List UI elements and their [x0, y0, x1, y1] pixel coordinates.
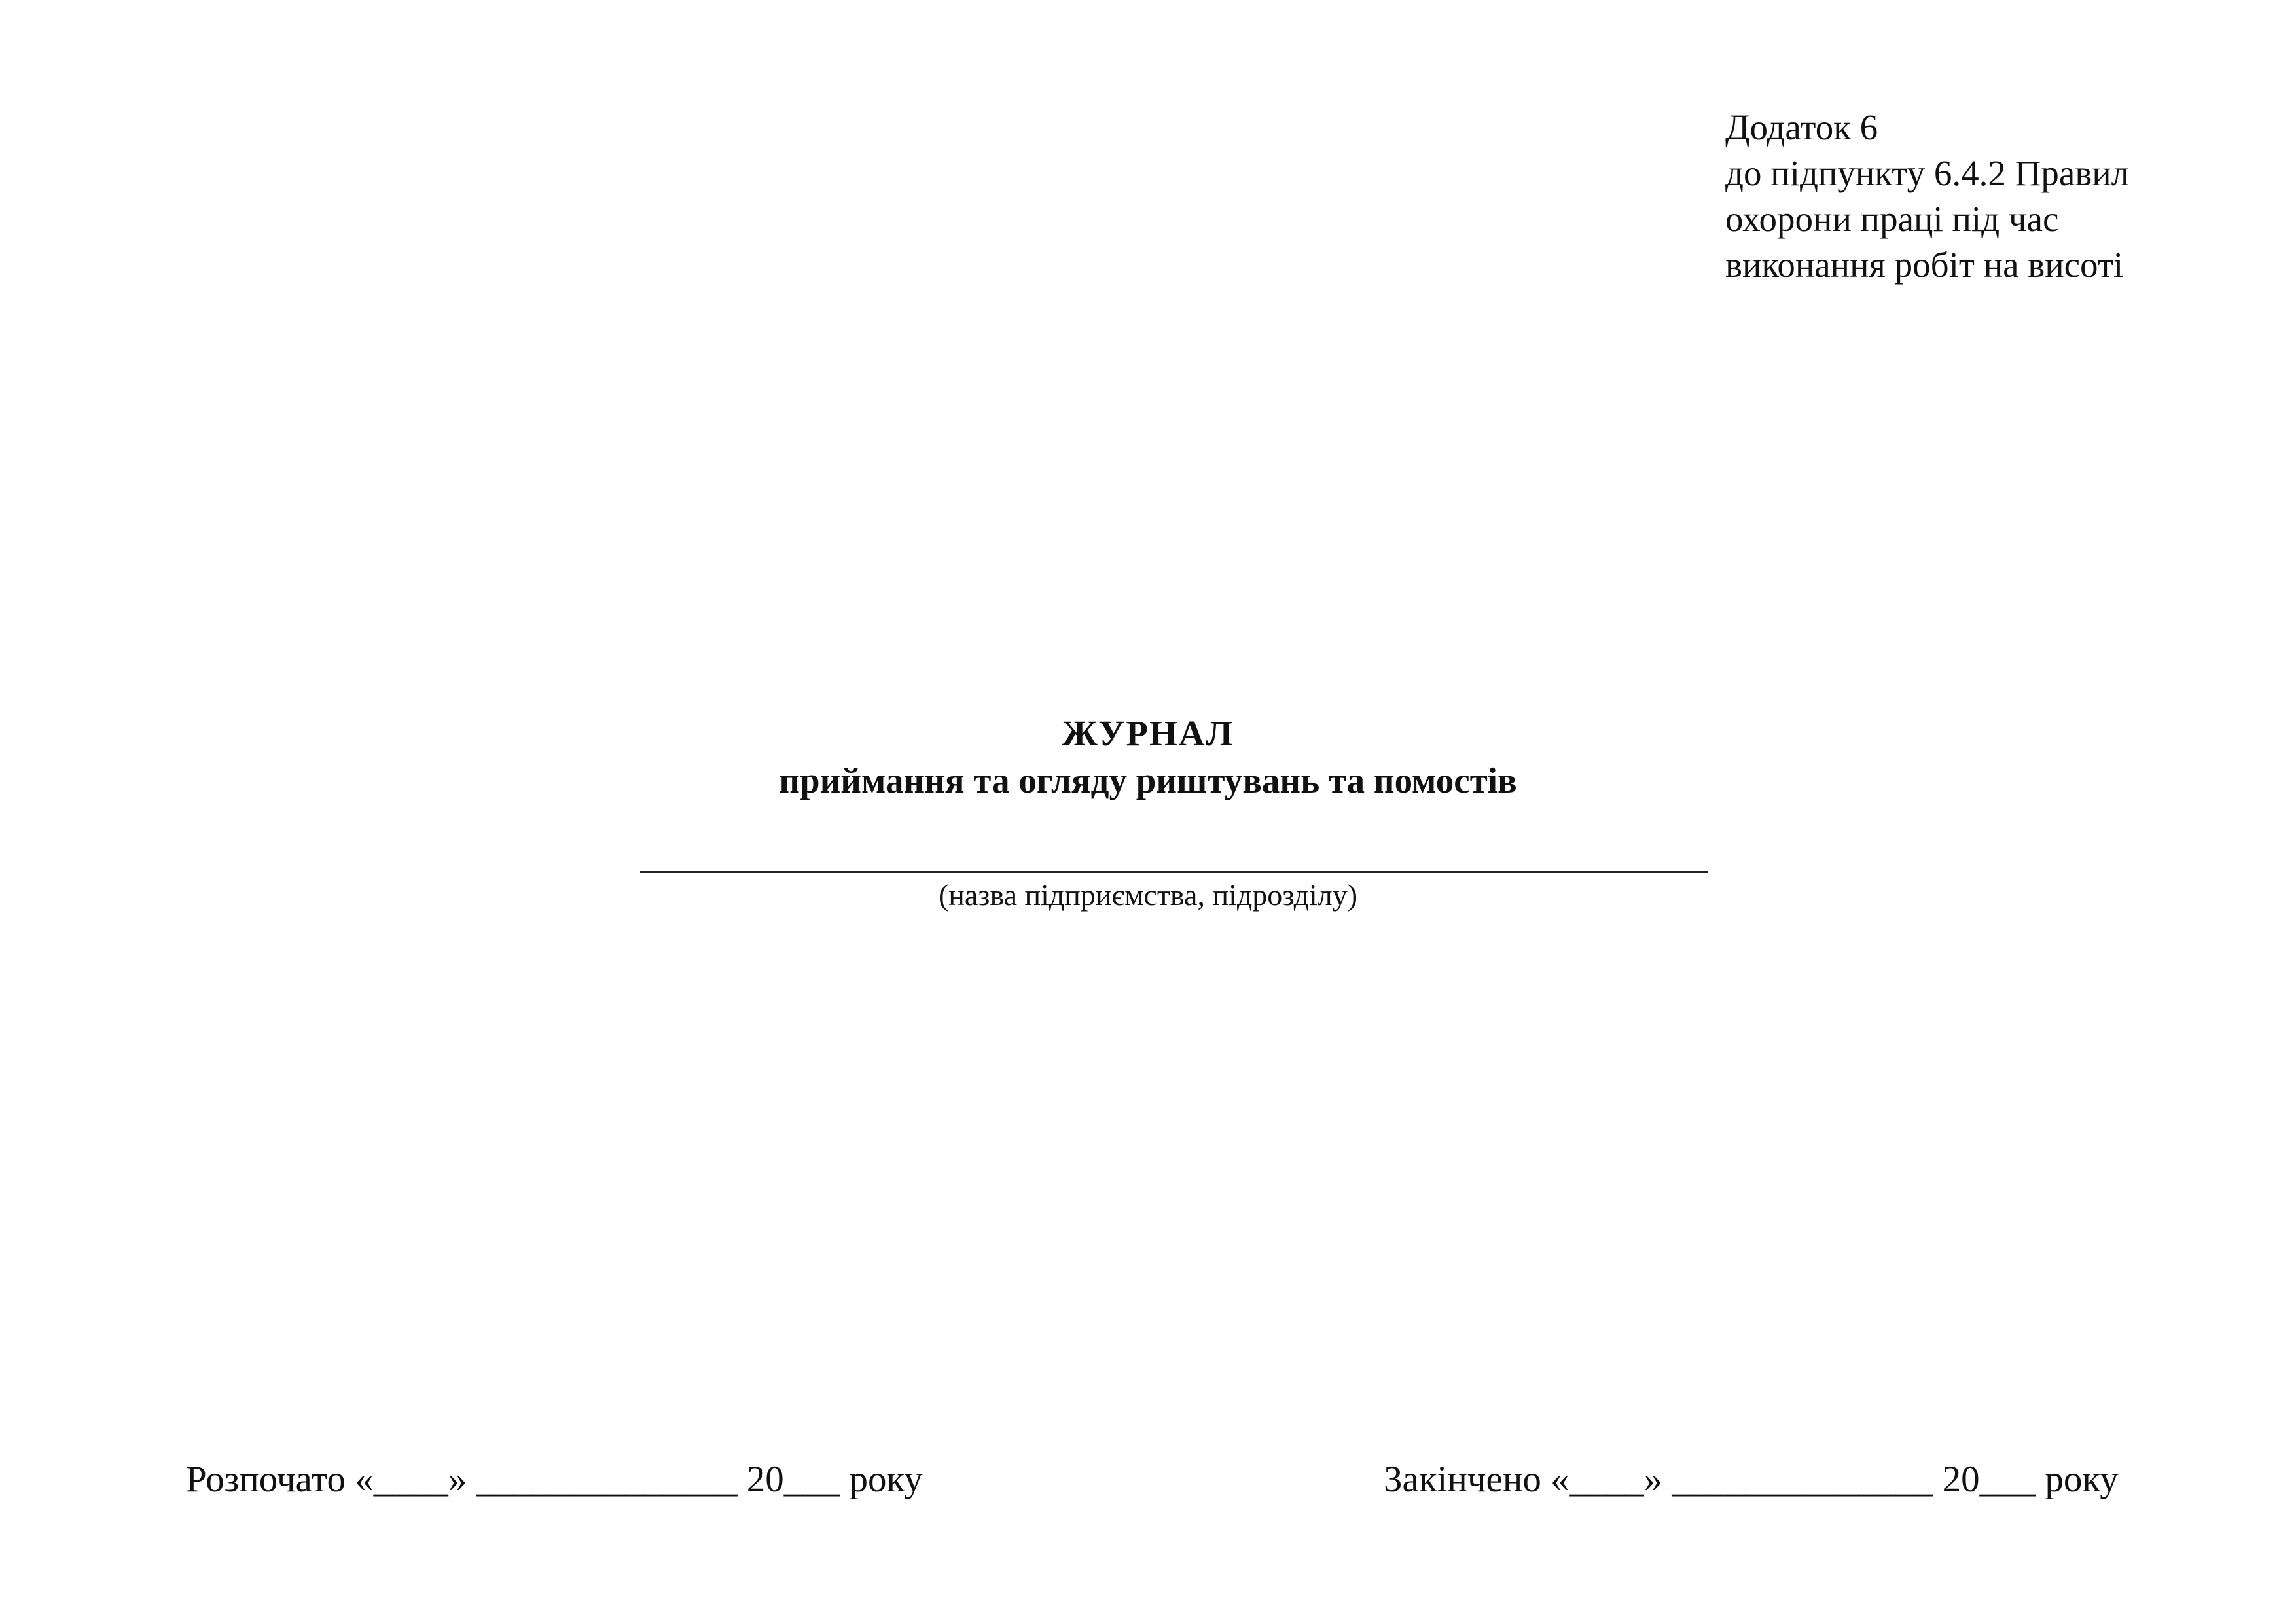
appendix-line-number: Додаток 6 — [1725, 107, 1878, 147]
appendix-line-rules: охорони праці під час — [1725, 199, 2059, 239]
end-date-line: Закінчено «____» ______________ 20___ року — [1384, 1459, 2119, 1500]
appendix-line-clause: до підпункту 6.4.2 Правил — [1725, 153, 2130, 193]
journal-subtitle: приймання та огляду риштувань та помостів — [779, 760, 1517, 800]
organization-name-line — [640, 871, 1708, 873]
organization-name-caption: (назва підприємства, підрозділу) — [938, 878, 1358, 912]
journal-title-block — [0, 710, 2296, 804]
appendix-reference — [1725, 105, 2129, 288]
start-date-line: Розпочато «____» ______________ 20___ року — [186, 1459, 923, 1500]
journal-title: ЖУРНАЛ — [1062, 713, 1234, 753]
appendix-line-scope: виконання робіт на висоті — [1725, 245, 2124, 285]
